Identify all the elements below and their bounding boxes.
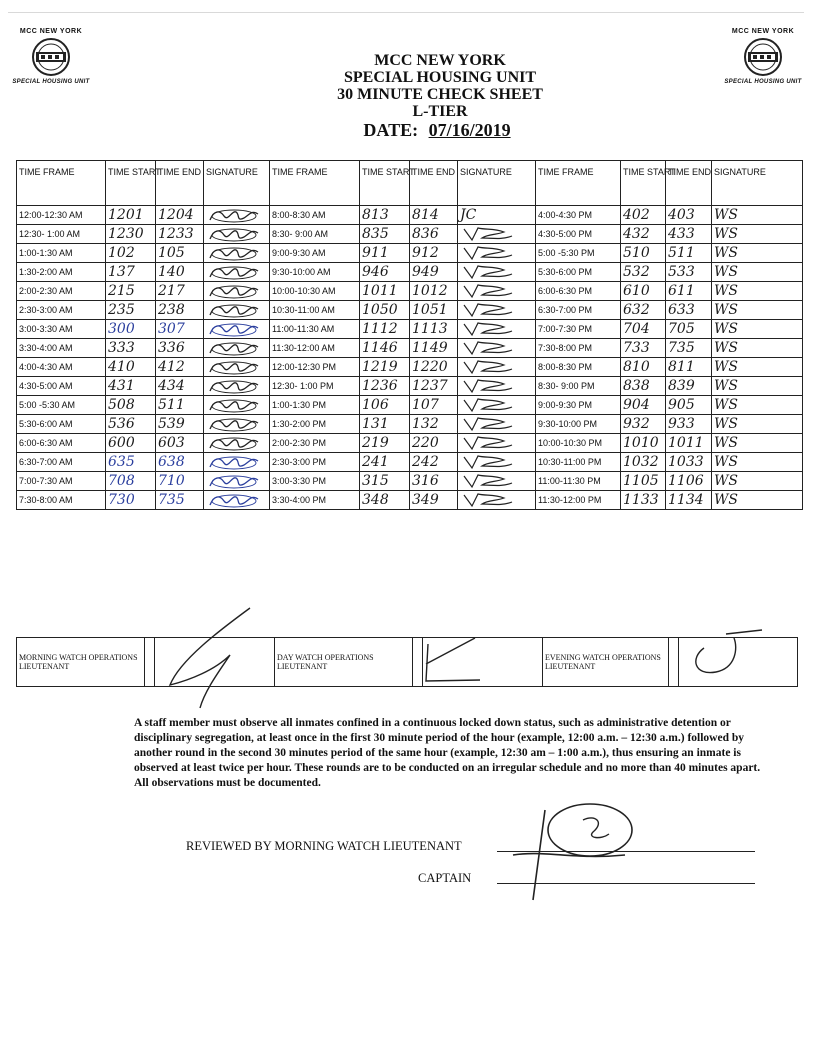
signature-cell[interactable]: WS <box>712 434 803 453</box>
signature-cell[interactable]: WS <box>712 339 803 358</box>
signature-cell[interactable]: WS <box>712 377 803 396</box>
signature-scribble <box>460 473 516 489</box>
table-row <box>17 263 803 282</box>
signature-cell[interactable] <box>204 225 270 244</box>
signature-scribble <box>206 474 262 490</box>
time-start[interactable]: 932 <box>621 415 666 434</box>
policy-text: A staff member must observe all inmates confined in a continuous locked down status, such as administrative detention or disciplinary segregation, at least once in the first 30 minute period of the hour (example, 12:00 a.m. – 12:30 a.m.) followed by another round in the second 30 minutes period of the same hour (example, 12:30 am – 1:00 a.m.), thus ensuring an inmate is observed at least twice per hour. These rounds are to be conducted on an irregular schedule and no more than 40 minutes apart. All observations must be documented. <box>134 717 761 789</box>
time-end[interactable]: 336 <box>156 339 204 358</box>
time-frame: 6:30-7:00 AM <box>17 453 106 472</box>
captain-label: CAPTAIN <box>418 871 472 885</box>
time-end[interactable]: 434 <box>156 377 204 396</box>
time-end[interactable]: 132 <box>410 415 458 434</box>
signature-scribble <box>460 264 516 280</box>
signature-initials: JC <box>460 207 477 223</box>
time-frame: 12:00-12:30 PM <box>270 358 360 377</box>
time-start[interactable]: 1105 <box>621 472 666 491</box>
signature-scribble <box>206 303 262 319</box>
signature-scribble <box>206 398 262 414</box>
spacer-cell <box>413 638 423 687</box>
signature-cell[interactable]: WS <box>712 415 803 434</box>
signature-cell[interactable]: WS <box>712 320 803 339</box>
signature-cell[interactable]: WS <box>712 244 803 263</box>
time-end[interactable]: 403 <box>666 206 712 225</box>
signature-scribble <box>206 379 262 395</box>
time-start[interactable]: 348 <box>360 491 410 510</box>
table-row <box>17 225 803 244</box>
time-end[interactable]: 511 <box>156 396 204 415</box>
time-end[interactable]: 140 <box>156 263 204 282</box>
signature-cell[interactable] <box>458 320 536 339</box>
document-header <box>300 52 580 139</box>
time-end[interactable]: 710 <box>156 472 204 491</box>
time-end[interactable]: 839 <box>666 377 712 396</box>
day-watch-label: DAY WATCH OPERATIONS LIEUTENANT <box>275 638 413 687</box>
time-start[interactable]: 432 <box>621 225 666 244</box>
shield-seal-icon <box>740 37 786 77</box>
signature-cell[interactable] <box>458 244 536 263</box>
signature-cell[interactable] <box>458 263 536 282</box>
table-row <box>17 377 803 396</box>
signature-scribble <box>206 322 262 338</box>
time-start[interactable]: 632 <box>621 301 666 320</box>
time-start[interactable]: 1230 <box>106 225 156 244</box>
time-end[interactable]: 1011 <box>666 434 712 453</box>
time-end[interactable]: 539 <box>156 415 204 434</box>
header-unit: SPECIAL HOUSING UNIT <box>343 69 537 86</box>
signature-scribble <box>206 246 262 262</box>
morning-watch-label: MORNING WATCH OPERATIONS LIEUTENANT <box>17 638 145 687</box>
signature-scribble <box>206 265 262 281</box>
reviewed-by-label: REVIEWED BY MORNING WATCH LIEUTENANT <box>186 839 462 853</box>
signature-cell[interactable]: WS <box>712 263 803 282</box>
time-start[interactable]: 1133 <box>621 491 666 510</box>
check-sheet-table <box>16 160 803 510</box>
time-start[interactable]: 410 <box>106 358 156 377</box>
time-start[interactable]: 532 <box>621 263 666 282</box>
time-end[interactable]: 238 <box>156 301 204 320</box>
signature-cell[interactable] <box>204 377 270 396</box>
time-frame: 4:30-5:00 PM <box>536 225 621 244</box>
evening-watch-label: EVENING WATCH OPERATIONS LIEUTENANT <box>543 638 669 687</box>
time-start[interactable]: 708 <box>106 472 156 491</box>
time-frame: 8:00-8:30 PM <box>536 358 621 377</box>
time-end[interactable]: 603 <box>156 434 204 453</box>
col-header: TIME FRAME <box>536 161 621 206</box>
signature-cell[interactable] <box>458 301 536 320</box>
signature-cell[interactable] <box>458 491 536 510</box>
time-end[interactable]: 433 <box>666 225 712 244</box>
time-end[interactable]: 933 <box>666 415 712 434</box>
table-row <box>17 282 803 301</box>
day-watch-signature[interactable] <box>423 638 543 687</box>
time-start[interactable]: 1032 <box>621 453 666 472</box>
time-end[interactable]: 633 <box>666 301 712 320</box>
signature-cell[interactable]: WS <box>712 396 803 415</box>
time-start[interactable]: 137 <box>106 263 156 282</box>
header-tier: L-TIER <box>412 103 468 120</box>
table-row <box>17 206 803 225</box>
time-frame: 12:30- 1:00 AM <box>17 225 106 244</box>
date-label: DATE: <box>363 120 419 140</box>
time-frame: 8:30- 9:00 PM <box>536 377 621 396</box>
time-start[interactable]: 813 <box>360 206 410 225</box>
signature-cell[interactable]: WS <box>712 358 803 377</box>
time-frame: 9:00-9:30 AM <box>270 244 360 263</box>
signature-scribble <box>206 360 262 376</box>
signature-cell[interactable]: WS <box>712 282 803 301</box>
time-end[interactable]: 912 <box>410 244 458 263</box>
time-frame: 11:30-12:00 AM <box>270 339 360 358</box>
col-header: SIGNATURE <box>458 161 536 206</box>
signature-scribble <box>206 227 262 243</box>
time-frame: 6:00-6:30 PM <box>536 282 621 301</box>
col-header: TIME FRAME <box>17 161 106 206</box>
signature-scribble <box>460 226 516 242</box>
signature-cell[interactable] <box>204 358 270 377</box>
time-frame: 10:30-11:00 AM <box>270 301 360 320</box>
time-start[interactable]: 131 <box>360 415 410 434</box>
signature-scribble <box>460 359 516 375</box>
signature-scribble <box>460 492 516 508</box>
time-end[interactable]: 217 <box>156 282 204 301</box>
time-frame: 5:30-6:00 AM <box>17 415 106 434</box>
time-start[interactable]: 610 <box>621 282 666 301</box>
time-start[interactable]: 1146 <box>360 339 410 358</box>
evening-watch-signature[interactable] <box>679 638 798 687</box>
signature-scribble <box>460 397 516 413</box>
time-end[interactable]: 349 <box>410 491 458 510</box>
table-row <box>17 339 803 358</box>
time-frame: 2:30-3:00 PM <box>270 453 360 472</box>
time-end[interactable]: 611 <box>666 282 712 301</box>
signature-scribble <box>460 321 516 337</box>
header-date <box>300 122 580 139</box>
signature-scribble <box>460 245 516 261</box>
time-frame: 4:30-5:00 AM <box>17 377 106 396</box>
time-start[interactable]: 946 <box>360 263 410 282</box>
time-end[interactable]: 1106 <box>666 472 712 491</box>
time-start[interactable]: 733 <box>621 339 666 358</box>
time-end[interactable]: 242 <box>410 453 458 472</box>
date-value: 07/16/2019 <box>428 120 511 140</box>
time-frame: 2:00-2:30 PM <box>270 434 360 453</box>
signature-scribble <box>460 283 516 299</box>
time-start[interactable]: 1050 <box>360 301 410 320</box>
signature-cell[interactable] <box>458 206 536 225</box>
signature-cell[interactable] <box>458 415 536 434</box>
time-start[interactable]: 835 <box>360 225 410 244</box>
table-row <box>17 434 803 453</box>
time-frame: 7:00-7:30 PM <box>536 320 621 339</box>
signature-scribble <box>206 208 262 224</box>
signature-cell[interactable] <box>204 472 270 491</box>
time-end[interactable]: 511 <box>666 244 712 263</box>
signature-scribble <box>460 302 516 318</box>
time-start[interactable]: 730 <box>106 491 156 510</box>
time-end[interactable]: 1220 <box>410 358 458 377</box>
spacer-cell <box>669 638 679 687</box>
signature-cell[interactable] <box>204 434 270 453</box>
time-end[interactable]: 811 <box>666 358 712 377</box>
signature-cell[interactable] <box>458 225 536 244</box>
signature-cell[interactable] <box>458 396 536 415</box>
time-end[interactable]: 949 <box>410 263 458 282</box>
signature-cell[interactable] <box>204 206 270 225</box>
time-end[interactable]: 638 <box>156 453 204 472</box>
signature-cell[interactable] <box>204 453 270 472</box>
time-start[interactable]: 810 <box>621 358 666 377</box>
time-frame: 3:00-3:30 PM <box>270 472 360 491</box>
time-start[interactable]: 508 <box>106 396 156 415</box>
shu-logo-right <box>718 28 808 85</box>
logo-top-text: MCC NEW YORK <box>19 28 83 35</box>
watch-row <box>17 638 798 687</box>
time-end[interactable]: 836 <box>410 225 458 244</box>
signature-cell[interactable] <box>204 396 270 415</box>
signature-scribble <box>206 341 262 357</box>
signature-cell[interactable] <box>204 320 270 339</box>
time-start[interactable]: 911 <box>360 244 410 263</box>
time-frame: 9:00-9:30 PM <box>536 396 621 415</box>
time-end[interactable]: 1134 <box>666 491 712 510</box>
signature-cell[interactable] <box>458 358 536 377</box>
time-start[interactable]: 1219 <box>360 358 410 377</box>
signature-scribble <box>460 340 516 356</box>
shield-seal-icon <box>28 37 74 77</box>
time-start[interactable]: 635 <box>106 453 156 472</box>
time-end[interactable]: 220 <box>410 434 458 453</box>
time-frame: 1:00-1:30 AM <box>17 244 106 263</box>
col-header: TIME START <box>106 161 156 206</box>
table-row <box>17 491 803 510</box>
time-end[interactable]: 1012 <box>410 282 458 301</box>
col-header: TIME START <box>621 161 666 206</box>
signature-scribble <box>460 378 516 394</box>
time-frame: 5:30-6:00 PM <box>536 263 621 282</box>
col-header: SIGNATURE <box>712 161 803 206</box>
signature-cell[interactable] <box>458 434 536 453</box>
time-frame: 7:30-8:00 PM <box>536 339 621 358</box>
time-frame: 2:30-3:00 AM <box>17 301 106 320</box>
time-frame: 5:00 -5:30 AM <box>17 396 106 415</box>
table-row <box>17 453 803 472</box>
time-end[interactable]: 1051 <box>410 301 458 320</box>
time-end[interactable]: 1149 <box>410 339 458 358</box>
time-frame: 4:00-4:30 AM <box>17 358 106 377</box>
signature-scribble <box>460 454 516 470</box>
time-frame: 11:00-11:30 PM <box>536 472 621 491</box>
col-header: TIME END <box>156 161 204 206</box>
col-header: SIGNATURE <box>204 161 270 206</box>
signature-scribble <box>206 417 262 433</box>
time-start[interactable]: 1236 <box>360 377 410 396</box>
signature-scribble <box>206 493 262 509</box>
time-end[interactable]: 1233 <box>156 225 204 244</box>
signature-scribble <box>460 416 516 432</box>
signature-cell[interactable] <box>458 472 536 491</box>
time-frame: 10:00-10:30 PM <box>536 434 621 453</box>
time-frame: 9:30-10:00 AM <box>270 263 360 282</box>
signature-scribble <box>206 284 262 300</box>
time-start[interactable]: 235 <box>106 301 156 320</box>
time-frame: 12:00-12:30 AM <box>17 206 106 225</box>
table-row <box>17 396 803 415</box>
signature-cell[interactable]: WS <box>712 225 803 244</box>
time-end[interactable]: 316 <box>410 472 458 491</box>
signature-cell[interactable] <box>204 339 270 358</box>
time-frame: 1:30-2:00 AM <box>17 263 106 282</box>
time-frame: 8:30- 9:00 AM <box>270 225 360 244</box>
signature-cell[interactable]: WS <box>712 301 803 320</box>
time-end[interactable]: 105 <box>156 244 204 263</box>
logo-bottom-text: SPECIAL HOUSING UNIT <box>12 79 90 85</box>
time-frame: 9:30-10:00 PM <box>536 415 621 434</box>
time-end[interactable]: 705 <box>666 320 712 339</box>
time-start[interactable]: 536 <box>106 415 156 434</box>
time-frame: 2:00-2:30 AM <box>17 282 106 301</box>
signature-scribble <box>206 455 262 471</box>
reviewed-signature-line[interactable] <box>497 851 755 852</box>
signature-cell[interactable] <box>204 263 270 282</box>
time-start[interactable]: 402 <box>621 206 666 225</box>
time-start[interactable]: 102 <box>106 244 156 263</box>
time-start[interactable]: 1201 <box>106 206 156 225</box>
time-frame: 3:00-3:30 AM <box>17 320 106 339</box>
time-frame: 12:30- 1:00 PM <box>270 377 360 396</box>
table-body <box>17 206 803 510</box>
time-frame: 4:00-4:30 PM <box>536 206 621 225</box>
signature-cell[interactable] <box>204 301 270 320</box>
time-frame: 6:30-7:00 PM <box>536 301 621 320</box>
time-start[interactable]: 510 <box>621 244 666 263</box>
signature-cell[interactable] <box>204 282 270 301</box>
signature-cell[interactable]: WS <box>712 491 803 510</box>
time-end[interactable]: 814 <box>410 206 458 225</box>
time-start[interactable]: 600 <box>106 434 156 453</box>
time-start[interactable]: 315 <box>360 472 410 491</box>
col-header: TIME END <box>410 161 458 206</box>
captain-signature-line[interactable] <box>497 883 755 884</box>
time-frame: 11:00-11:30 AM <box>270 320 360 339</box>
time-end[interactable]: 412 <box>156 358 204 377</box>
time-start[interactable]: 215 <box>106 282 156 301</box>
time-end[interactable]: 1113 <box>410 320 458 339</box>
header-facility: MCC NEW YORK <box>374 52 506 69</box>
time-start[interactable]: 106 <box>360 396 410 415</box>
table-row <box>17 472 803 491</box>
time-frame: 1:30-2:00 PM <box>270 415 360 434</box>
table-row <box>17 415 803 434</box>
time-end[interactable]: 533 <box>666 263 712 282</box>
signature-scribble <box>460 435 516 451</box>
shu-logo-left <box>6 28 96 85</box>
time-start[interactable]: 1010 <box>621 434 666 453</box>
time-end[interactable]: 307 <box>156 320 204 339</box>
time-start[interactable]: 300 <box>106 320 156 339</box>
col-header: TIME END <box>666 161 712 206</box>
time-end[interactable]: 1204 <box>156 206 204 225</box>
time-start[interactable]: 904 <box>621 396 666 415</box>
watch-lieutenant-table <box>16 637 798 687</box>
signature-cell[interactable] <box>458 282 536 301</box>
reviewer-signature-mark <box>505 800 645 910</box>
signature-cell[interactable]: WS <box>712 453 803 472</box>
time-frame: 3:30-4:00 AM <box>17 339 106 358</box>
signature-cell[interactable] <box>458 377 536 396</box>
time-start[interactable]: 1011 <box>360 282 410 301</box>
time-start[interactable]: 1112 <box>360 320 410 339</box>
spacer-cell <box>145 638 155 687</box>
morning-watch-signature[interactable] <box>155 638 275 687</box>
time-end[interactable]: 735 <box>666 339 712 358</box>
time-frame: 11:30-12:00 PM <box>536 491 621 510</box>
table-row <box>17 244 803 263</box>
col-header: TIME FRAME <box>270 161 360 206</box>
time-frame: 7:30-8:00 AM <box>17 491 106 510</box>
time-end[interactable]: 107 <box>410 396 458 415</box>
table-header-row <box>17 161 803 206</box>
signature-cell[interactable] <box>204 244 270 263</box>
signature-cell[interactable]: WS <box>712 472 803 491</box>
table-row <box>17 320 803 339</box>
time-start[interactable]: 333 <box>106 339 156 358</box>
time-frame: 3:30-4:00 PM <box>270 491 360 510</box>
time-start[interactable]: 219 <box>360 434 410 453</box>
header-sheet-title: 30 MINUTE CHECK SHEET <box>337 86 543 103</box>
table-row <box>17 301 803 320</box>
logo-top-text: MCC NEW YORK <box>731 28 795 35</box>
signature-cell[interactable] <box>204 491 270 510</box>
time-frame: 7:00-7:30 AM <box>17 472 106 491</box>
signature-cell[interactable]: WS <box>712 206 803 225</box>
signature-cell[interactable] <box>458 339 536 358</box>
time-frame: 1:00-1:30 PM <box>270 396 360 415</box>
logo-bottom-text: SPECIAL HOUSING UNIT <box>724 79 802 85</box>
time-start[interactable]: 431 <box>106 377 156 396</box>
time-frame: 10:30-11:00 PM <box>536 453 621 472</box>
time-frame: 6:00-6:30 AM <box>17 434 106 453</box>
time-start[interactable]: 838 <box>621 377 666 396</box>
col-header: TIME START <box>360 161 410 206</box>
time-start[interactable]: 241 <box>360 453 410 472</box>
time-end[interactable]: 735 <box>156 491 204 510</box>
time-start[interactable]: 704 <box>621 320 666 339</box>
time-end[interactable]: 1237 <box>410 377 458 396</box>
signature-scribble <box>206 436 262 452</box>
table-row <box>17 358 803 377</box>
signature-cell[interactable] <box>204 415 270 434</box>
time-frame: 5:00 -5:30 PM <box>536 244 621 263</box>
scan-top-edge <box>8 12 804 13</box>
time-frame: 10:00-10:30 AM <box>270 282 360 301</box>
time-frame: 8:00-8:30 AM <box>270 206 360 225</box>
time-end[interactable]: 905 <box>666 396 712 415</box>
signature-cell[interactable] <box>458 453 536 472</box>
time-end[interactable]: 1033 <box>666 453 712 472</box>
